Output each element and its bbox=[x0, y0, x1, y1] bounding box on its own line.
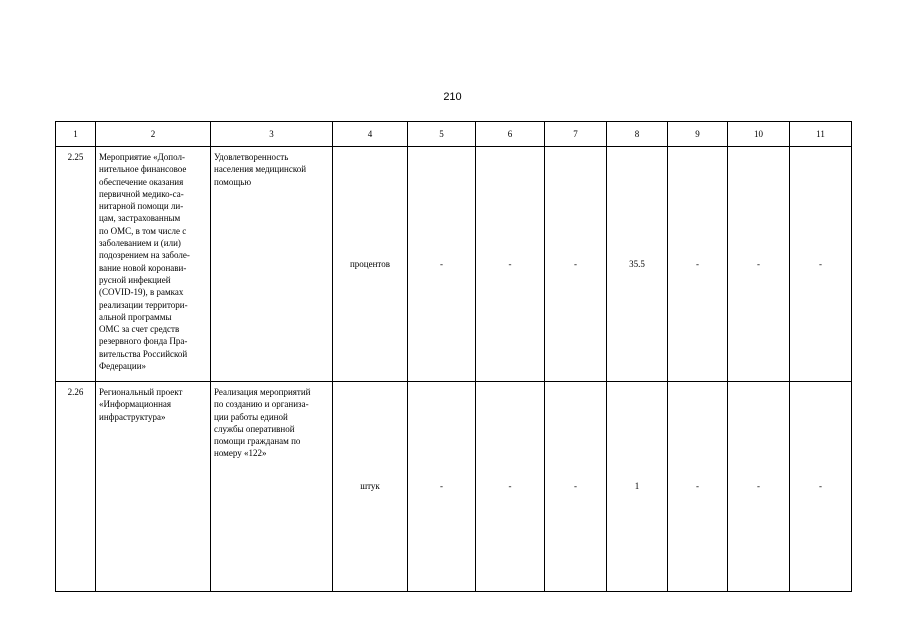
value-cell: 35.5 bbox=[607, 147, 668, 382]
indicators-table bbox=[55, 121, 852, 592]
event-name bbox=[96, 382, 211, 592]
page-number: 210 bbox=[443, 91, 462, 103]
indicator-name-text: Удовлетворенность населения медицинской помощью bbox=[214, 152, 307, 187]
event-name-text: Региональный проект «Информационная инфраструктура» bbox=[99, 387, 183, 422]
column-number: 7 bbox=[545, 122, 607, 147]
column-number: 10 bbox=[728, 122, 790, 147]
indicator-name-text: Реализация мероприятий по созданию и организа- ции работы единой службы оперативной помощи гражданам по номеру «122» bbox=[214, 387, 311, 459]
value-cell: - bbox=[408, 147, 476, 382]
column-number: 3 bbox=[211, 122, 333, 147]
column-number: 8 bbox=[607, 122, 668, 147]
row-number: 2.26 bbox=[56, 382, 96, 592]
indicator-name bbox=[211, 382, 333, 592]
indicator-name bbox=[211, 147, 333, 382]
value-cell: 1 bbox=[607, 382, 668, 592]
column-number: 11 bbox=[790, 122, 852, 147]
event-name-text: Мероприятие «Допол- нительное финансовое обеспечение оказания первичной медико-са- нитарной помощи ли- цам, застрахованным по ОМС, в том числе с заболеванием и (или) подозрением на заболе- вание новой коронави- русной инфекцией (COVID-19), в рамках реализации территори- альной программы ОМС за счет средств резервного фонда Пра- вительства Российской Федерации» bbox=[99, 152, 190, 372]
column-number-row bbox=[56, 122, 852, 147]
value-cell: - bbox=[545, 382, 607, 592]
value-cell: - bbox=[790, 147, 852, 382]
column-number: 6 bbox=[476, 122, 545, 147]
unit-cell: штук bbox=[333, 382, 408, 592]
table-row bbox=[56, 147, 852, 382]
value-cell: - bbox=[728, 147, 790, 382]
column-number: 4 bbox=[333, 122, 408, 147]
column-number: 9 bbox=[668, 122, 728, 147]
column-number: 1 bbox=[56, 122, 96, 147]
unit-cell: процентов bbox=[333, 147, 408, 382]
value-cell: - bbox=[668, 147, 728, 382]
value-cell: - bbox=[408, 382, 476, 592]
value-cell: - bbox=[545, 147, 607, 382]
value-cell: - bbox=[790, 382, 852, 592]
column-number: 5 bbox=[408, 122, 476, 147]
value-cell: - bbox=[668, 382, 728, 592]
value-cell: - bbox=[476, 147, 545, 382]
column-number: 2 bbox=[96, 122, 211, 147]
row-number: 2.25 bbox=[56, 147, 96, 382]
value-cell: - bbox=[728, 382, 790, 592]
value-cell: - bbox=[476, 382, 545, 592]
table-row bbox=[56, 382, 852, 592]
event-name bbox=[96, 147, 211, 382]
